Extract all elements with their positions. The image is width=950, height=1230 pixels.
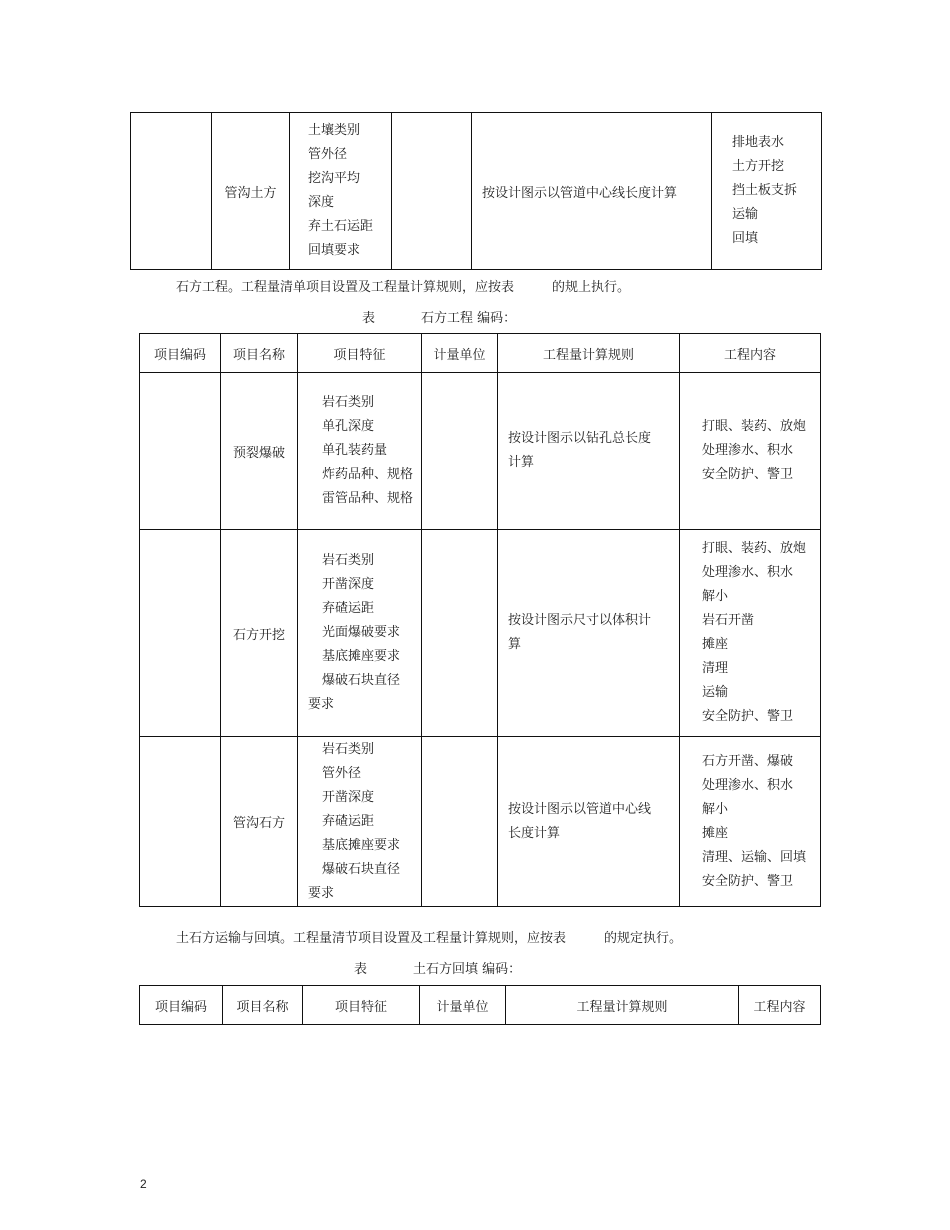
cell-code — [140, 373, 221, 530]
content-line: 解小 — [702, 589, 729, 604]
cell-features — [290, 113, 392, 270]
feature-line: 光面爆破要求 — [322, 625, 401, 640]
cell-unit — [392, 113, 472, 270]
table-caption-stone — [362, 307, 516, 326]
content-line: 安全防护、警卫 — [702, 709, 794, 724]
feature-line: 管外径 — [322, 765, 362, 781]
content-list — [702, 750, 820, 894]
paragraph-text-b: 的规上执行。 — [552, 280, 631, 295]
cell-code — [140, 530, 221, 737]
rule-text — [508, 609, 679, 657]
cell-features — [298, 530, 422, 737]
table-row — [140, 530, 821, 737]
feature-line: 爆破石块直径 — [322, 861, 401, 877]
cell-unit — [422, 530, 498, 737]
feature-line: 弃碴运距 — [322, 601, 375, 616]
feature-list — [308, 738, 421, 906]
feature-line: 雷管品种、规格 — [322, 491, 414, 506]
caption-title: 土石方回填 编码： — [413, 962, 522, 977]
feature-line: 基底摊座要求 — [322, 649, 401, 664]
rule-text — [508, 798, 679, 846]
rule-line: 按设计图示以管道中心线 — [508, 801, 652, 817]
feature-line: 挖沟平均 — [308, 171, 361, 186]
content-line: 处理渗水、积水 — [702, 443, 794, 458]
stone-table — [139, 333, 821, 907]
column-header: 项目编码 — [140, 334, 221, 373]
content-line: 清理、运输、回填 — [702, 849, 807, 865]
cell-features — [298, 737, 422, 907]
paragraph-text-a: 石方工程。工程量清单项目设置及工程量计算规则，应按表 — [176, 280, 515, 295]
cell-content — [680, 530, 821, 737]
content-line: 安全防护、警卫 — [702, 873, 794, 889]
feature-line: 要求 — [308, 697, 335, 712]
cell-content — [680, 373, 821, 530]
paragraph-stone — [176, 276, 630, 295]
paragraph-text-a: 土石方运输与回填。工程量清节项目设置及工程量计算规则，应按表 — [176, 931, 567, 946]
table-row — [140, 737, 821, 907]
content-list — [702, 537, 820, 729]
column-header: 项目特征 — [303, 986, 420, 1025]
caption-prefix: 表 — [354, 962, 368, 977]
column-header: 计量单位 — [420, 986, 506, 1025]
item-name: 管沟土方 — [224, 185, 277, 201]
column-header: 工程内容 — [739, 986, 821, 1025]
feature-line: 岩石类别 — [322, 553, 375, 568]
feature-line: 开凿深度 — [322, 577, 375, 592]
cell-name — [221, 530, 298, 737]
feature-line: 岩石类别 — [322, 395, 375, 410]
backfill-table — [139, 985, 821, 1025]
cell-code — [140, 737, 221, 907]
column-header: 工程量计算规则 — [498, 334, 680, 373]
page-number: 2 — [140, 1177, 147, 1191]
content-line: 打眼、装药、放炮 — [702, 419, 807, 434]
cell-rule — [498, 373, 680, 530]
content-line: 安全防护、警卫 — [702, 467, 794, 482]
feature-line: 管外径 — [308, 147, 348, 162]
content-line: 处理渗水、积水 — [702, 777, 794, 793]
column-header: 工程量计算规则 — [506, 986, 739, 1025]
content-line: 打眼、装药、放炮 — [702, 541, 807, 556]
feature-list — [308, 549, 421, 717]
cell-name — [212, 113, 290, 270]
table-header-row — [140, 334, 821, 373]
content-line: 回填 — [732, 231, 759, 246]
feature-line: 深度 — [308, 195, 335, 210]
cell-unit — [422, 373, 498, 530]
cell-content — [680, 737, 821, 907]
cell-rule — [498, 737, 680, 907]
rule-line: 长度计算 — [508, 825, 561, 841]
cell-features — [298, 373, 422, 530]
rule-text: 按设计图示以管道中心线长度计算 — [482, 185, 678, 201]
content-line: 摊座 — [702, 637, 729, 652]
cell-rule — [498, 530, 680, 737]
cell-name — [221, 373, 298, 530]
rule-line: 算 — [508, 637, 522, 652]
paragraph-text-b: 的规定执行。 — [604, 931, 683, 946]
top-table — [130, 112, 822, 270]
cell-rule — [472, 113, 712, 270]
feature-line: 弃土石运距 — [308, 219, 374, 234]
feature-line: 岩石类别 — [322, 741, 375, 757]
content-list — [702, 415, 820, 487]
content-line: 处理渗水、积水 — [702, 565, 794, 580]
column-header: 计量单位 — [422, 334, 498, 373]
feature-line: 爆破石块直径 — [322, 673, 401, 688]
content-line: 清理 — [702, 661, 729, 676]
column-header: 项目名称 — [221, 334, 298, 373]
content-line: 解小 — [702, 801, 729, 817]
item-name: 预裂爆破 — [232, 445, 285, 461]
column-header: 项目特征 — [298, 334, 422, 373]
table-row — [140, 373, 821, 530]
column-header: 工程内容 — [680, 334, 821, 373]
content-line: 排地表水 — [732, 135, 785, 150]
feature-line: 炸药品种、规格 — [322, 467, 414, 482]
feature-line: 单孔装药量 — [322, 443, 388, 458]
feature-line: 基底摊座要求 — [322, 837, 401, 853]
feature-list — [308, 119, 391, 263]
content-line: 运输 — [732, 207, 759, 222]
rule-line: 按设计图示尺寸以体积计 — [508, 613, 652, 628]
content-line: 石方开凿、爆破 — [702, 753, 794, 769]
content-line: 运输 — [702, 685, 729, 700]
caption-prefix: 表 — [362, 311, 376, 326]
cell-code — [131, 113, 212, 270]
rule-line: 计算 — [508, 455, 535, 470]
content-line: 挡土板支拆 — [732, 183, 798, 198]
rule-text — [508, 427, 679, 475]
feature-line: 要求 — [308, 885, 335, 901]
feature-list — [308, 391, 421, 511]
caption-title: 石方工程 编码： — [421, 311, 517, 326]
cell-name — [221, 737, 298, 907]
paragraph-backfill — [176, 927, 682, 946]
content-line: 岩石开凿 — [702, 613, 755, 628]
item-name: 管沟石方 — [232, 816, 285, 831]
cell-unit — [422, 737, 498, 907]
content-list — [732, 131, 821, 251]
feature-line: 开凿深度 — [322, 789, 375, 805]
feature-line: 弃碴运距 — [322, 813, 375, 829]
content-line: 土方开挖 — [732, 159, 785, 174]
cell-content — [712, 113, 822, 270]
table-caption-backfill — [354, 958, 521, 977]
item-name: 石方开挖 — [232, 627, 285, 643]
feature-line: 土壤类别 — [308, 123, 361, 138]
feature-line: 单孔深度 — [322, 419, 375, 434]
content-line: 摊座 — [702, 825, 729, 841]
table-header-row — [140, 986, 821, 1025]
rule-line: 按设计图示以钻孔总长度 — [508, 431, 652, 446]
feature-line: 回填要求 — [308, 243, 361, 258]
column-header: 项目名称 — [223, 986, 303, 1025]
column-header: 项目编码 — [140, 986, 223, 1025]
